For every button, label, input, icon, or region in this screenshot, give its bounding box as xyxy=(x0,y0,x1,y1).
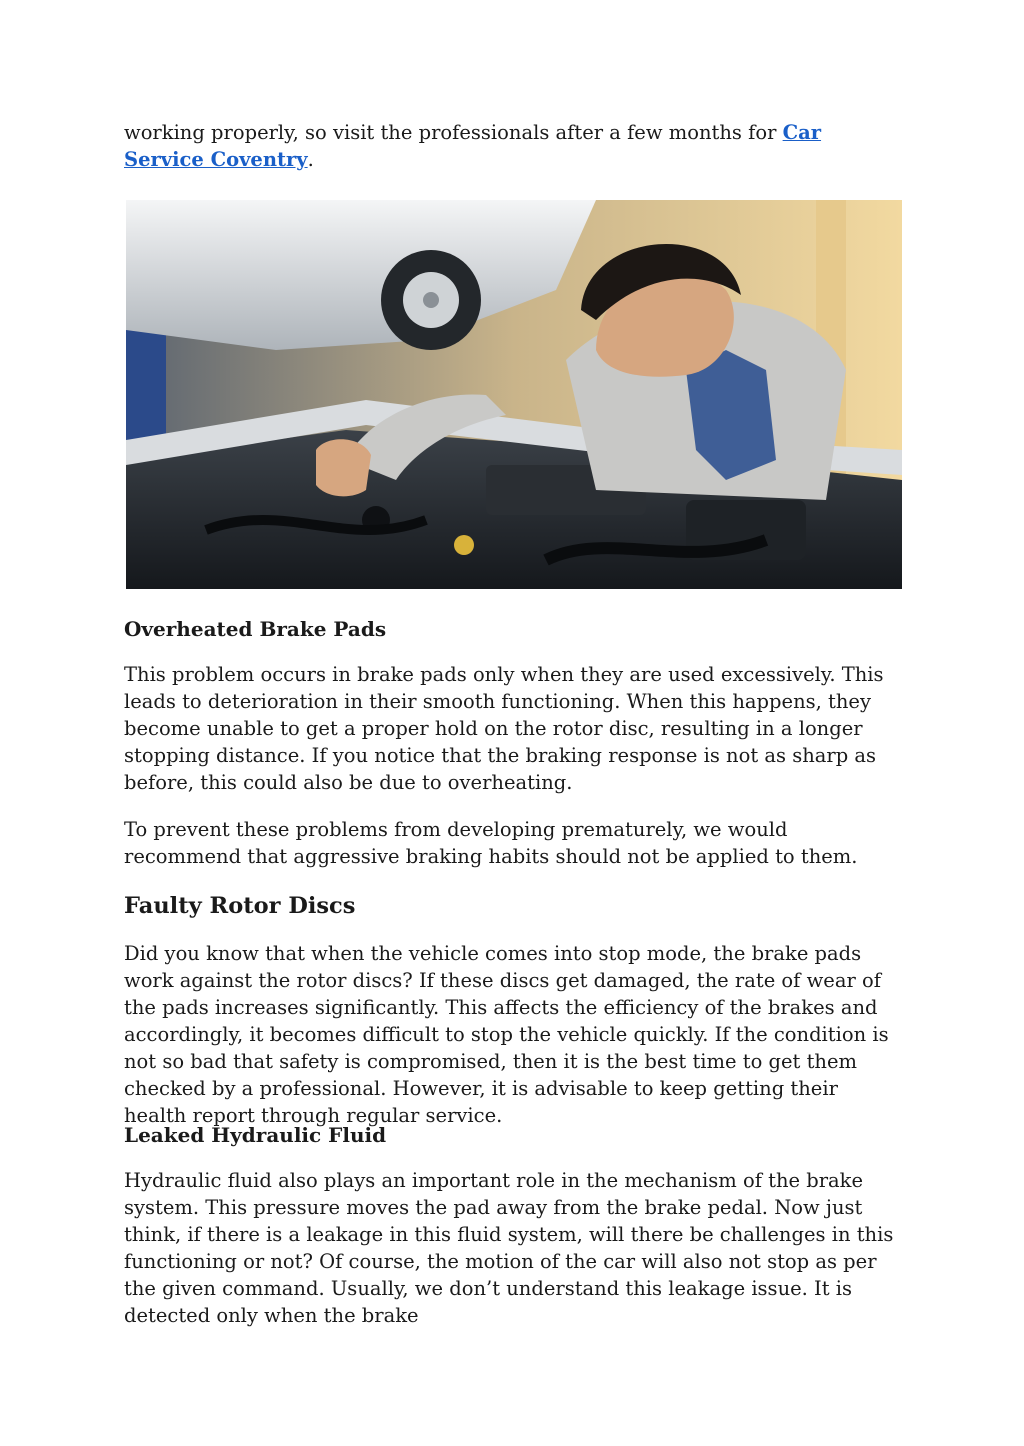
intro-paragraph xyxy=(124,119,904,173)
heading-leaked-hydraulic-fluid: Leaked Hydraulic Fluid xyxy=(124,1123,387,1147)
heading-faulty-rotor-discs: Faulty Rotor Discs xyxy=(124,893,356,919)
paragraph-rotor-discs: Did you know that when the vehicle comes into stop mode, the brake pads work against the rotor discs? If these discs get damaged, the rate of wear of the pads increases significantly. This affects the efficiency of the brakes and accordingly, it becomes difficult to stop the vehicle quickly. If the condition is not so bad that safety is compromised, then it is the best time to get them checked by a professional. However, it is advisable to keep getting their health report through regular service. xyxy=(124,942,889,1127)
paragraph-hydraulic-fluid: Hydraulic fluid also plays an important role in the mechanism of the brake system. This pressure moves the pad away from the brake pedal. Now just think, if there is a leakage in this fluid system, will there be challenges in this functioning or not? Of course, the motion of the car will also not stop as per the given command. Usually, we don’t understand this leakage issue. It is detected only when the brake xyxy=(124,1169,894,1327)
intro-text-end: . xyxy=(307,148,314,171)
paragraph-brake-pads-1: This problem occurs in brake pads only when they are used excessively. This leads to deterioration in their smooth functioning. When this happens, they become unable to get a proper hold on the rotor disc, resulting in a longer stopping distance. If you notice that the braking response is not as sharp as before, this could also be due to overheating. xyxy=(124,663,884,794)
mechanic-engine-photo xyxy=(126,200,902,589)
photo-illustration xyxy=(126,200,902,589)
paragraph-brake-pads-2: To prevent these problems from developing prematurely, we would recommend that aggressive braking habits should not be applied to them. xyxy=(124,818,858,868)
intro-text: working properly, so visit the professionals after a few months for xyxy=(124,121,783,144)
car-service-coventry-link[interactable]: Car Service Coventry xyxy=(124,121,822,171)
heading-overheated-brake-pads: Overheated Brake Pads xyxy=(124,617,387,641)
